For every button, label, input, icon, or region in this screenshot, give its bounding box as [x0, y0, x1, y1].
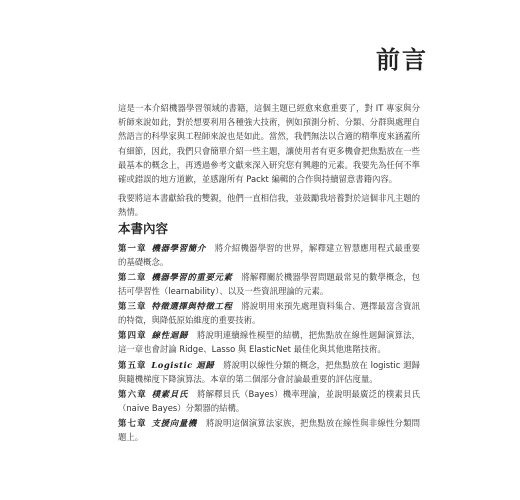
chapter-description: 將說明用來預先處理資料集合、選擇最富含資訊的特徵，與降低原始維度的重要技術。 [118, 301, 420, 326]
chapter-entry [118, 241, 420, 269]
chapter-name: 機器學習的重要元素 [151, 272, 233, 282]
chapter-name: 特徵選擇與特徵工程 [151, 301, 233, 311]
chapter-description: 將說明這個演算法家族，把焦點放在線性與非線性分類問題上。 [118, 418, 421, 443]
chapter-entry [118, 270, 420, 298]
chapter-name: 線性迴歸 [151, 330, 189, 340]
dedication-paragraph: 我要將這本書獻給我的雙親，他們一直相信我，並鼓勵我培養對於這個非凡主題的熱情。 [118, 193, 420, 218]
chapter-name: 樸素貝氏 [151, 389, 189, 399]
chapter-description: 將介紹機器學習的世界，解釋建立智慧應用程式最重要的基礎概念。 [118, 243, 421, 268]
chapter-description: 將解釋貝氏（Bayes）機率理論，並說明最廣泛的樸素貝氏（naive Bayes）分類器的結構。 [118, 389, 421, 414]
chapter-name: 機器學習簡介 [151, 243, 206, 253]
chapter-entry [118, 387, 420, 415]
chapter-number: 第三章 [118, 301, 147, 311]
section-heading: 本書內容 [118, 221, 169, 236]
chapter-name: Logistic 迴歸 [151, 360, 215, 370]
chapter-description: 將解釋關於機器學習問題最常見的數學概念，包括可學習性（learnability）、以及一些資訊理論的元素。 [118, 272, 420, 297]
page-title: 前言 [376, 46, 428, 74]
chapter-number: 第六章 [118, 389, 147, 399]
chapter-number: 第二章 [118, 272, 147, 282]
chapter-name: 支援向量機 [151, 418, 197, 428]
chapter-entry [118, 328, 420, 356]
chapter-entry [118, 416, 420, 444]
chapter-number: 第七章 [118, 418, 147, 428]
chapter-entry [118, 299, 420, 327]
chapter-entry [118, 358, 420, 386]
chapter-description: 將說明以線性分類的概念，把焦點放在 logistic 迴歸與隨機梯度下降演算法。本章的第二個部分會討論最重要的評估度量。 [118, 360, 421, 385]
chapter-number: 第一章 [118, 243, 147, 253]
chapter-number: 第四章 [118, 330, 147, 340]
intro-paragraph: 這是一本介紹機器學習領域的書籍，這個主題已經愈來愈重要了，對 IT 專家與分析師來說如此，對於想要利用各種強大技術，例如預測分析、分類、分群與處理自然語言的科學家與工程師來說也是如此。當然，我們無法以合適的精準度來涵蓋所有細節，因此，我們只會簡單介紹一些主題，讓使用者有更多機會把焦點放在一些最基本的概念上，再透過參考文獻來深入研究您有興趣的元素。我要先為任何不準確或錯誤的地方道歉，並感謝所有 Packt 編輯的合作與持續留意書籍內容。 [118, 103, 420, 185]
chapter-description: 將說明連續線性模型的結構，把焦點放在線性迴歸演算法，這一章也會討論 Ridge、Lasso 與 ElasticNet 最佳化與其他進階技術。 [118, 330, 421, 355]
chapter-number: 第五章 [118, 360, 147, 370]
